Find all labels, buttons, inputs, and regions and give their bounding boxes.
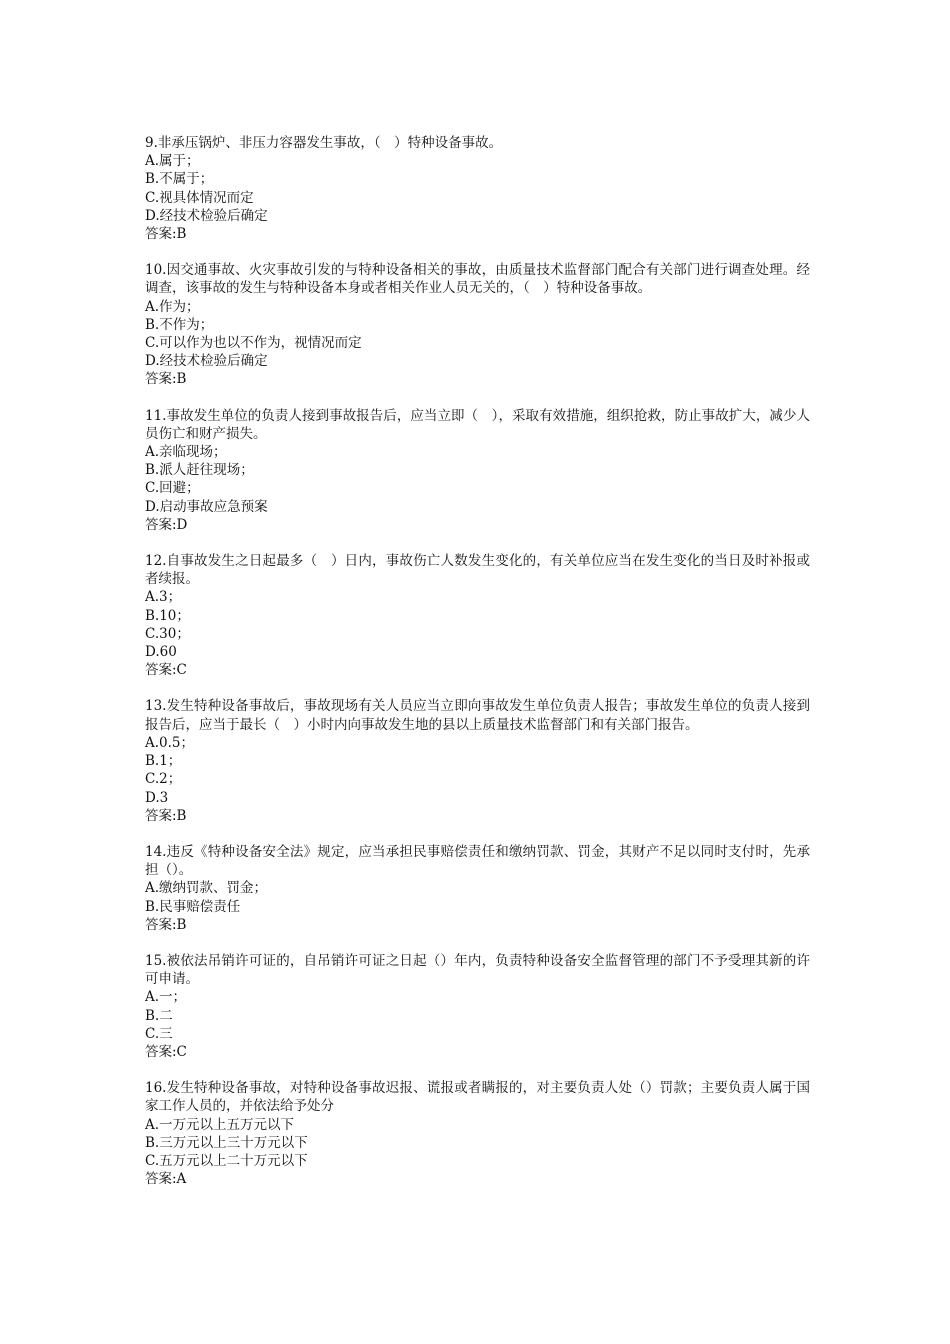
option-a: A.一； <box>145 989 187 1006</box>
option-c: C.回避； <box>145 480 200 497</box>
option-b: B.1； <box>145 753 182 770</box>
question-stem: 11.事故发生单位的负责人接到事故报告后，应当立即（ ），采取有效措施，组织抢救，防止事故扩大，减少人员伤亡和财产损失。 <box>145 407 810 442</box>
answer: 答案:C <box>145 662 187 679</box>
question-10 <box>145 261 810 388</box>
option-c: C.三 <box>145 1025 173 1042</box>
option-b: B.派人赶往现场； <box>145 462 254 479</box>
option-c: C.视具体情况而定 <box>145 189 254 206</box>
option-d: D.启动事故应急预案 <box>145 498 268 515</box>
option-a: A.亲临现场； <box>145 444 227 461</box>
option-c: C.可以作为也以不作为，视情况而定 <box>145 335 362 352</box>
option-d: D.60 <box>145 644 177 661</box>
question-stem: 10.因交通事故、火灾事故引发的与特种设备相关的事故，由质量技术监督部门配合有关部门进行调查处理。经调查，该事故的发生与特种设备本身或者相关作业人员无关的，（ ）特种设备事故。 <box>145 262 810 297</box>
question-14 <box>145 843 810 934</box>
question-12 <box>145 552 810 679</box>
answer: 答案:B <box>145 226 187 243</box>
option-a: A.3； <box>145 589 182 606</box>
option-b: B.二 <box>145 1007 173 1024</box>
answer: 答案:C <box>145 1043 187 1060</box>
option-b: B.民事赔偿责任 <box>145 898 241 915</box>
option-c: C.2； <box>145 771 182 788</box>
question-list <box>145 134 810 1206</box>
question-stem: 15.被依法吊销许可证的，自吊销许可证之日起（）年内，负责特种设备安全监督管理的部门不予受理其新的许可申请。 <box>145 952 810 988</box>
option-d: D.经技术检验后确定 <box>145 353 268 370</box>
option-d: D.3 <box>145 789 169 806</box>
answer: 答案:B <box>145 807 187 824</box>
question-stem: 14.违反《特种设备安全法》规定，应当承担民事赔偿责任和缴纳罚款、罚金，其财产不足以同时支付时，先承担（）。 <box>145 843 810 879</box>
option-a: A.0.5； <box>145 734 195 751</box>
question-9 <box>145 134 810 243</box>
option-b: B.10； <box>145 607 190 624</box>
question-stem: 12.自事故发生之日起最多（ ）日内，事故伤亡人数发生变化的，有关单位应当在发生变化的当日及时补报或者续报。 <box>145 553 810 588</box>
answer: 答案:B <box>145 371 187 388</box>
option-b: B.不作为； <box>145 316 214 333</box>
answer: 答案:A <box>145 1171 187 1188</box>
option-d: D.经技术检验后确定 <box>145 207 268 224</box>
option-a: A.一万元以上五万元以下 <box>145 1116 295 1133</box>
option-b: B.三万元以上三十万元以下 <box>145 1134 308 1151</box>
question-stem: 13.发生特种设备事故后，事故现场有关人员应当立即向事故发生单位负责人报告；事故发生单位的负责人接到报告后，应当于最长（ ）小时内向事故发生地的县以上质量技术监督部门和有关部门报告。 <box>145 698 810 733</box>
answer: 答案:B <box>145 916 187 933</box>
question-16 <box>145 1079 810 1188</box>
question-stem: 16.发生特种设备事故，对特种设备事故迟报、谎报或者瞒报的，对主要负责人处（）罚款；主要负责人属于国家工作人员的，并依法给予处分 <box>145 1080 810 1115</box>
option-a: A.属于； <box>145 153 200 170</box>
question-11 <box>145 407 810 534</box>
question-13 <box>145 697 810 824</box>
answer: 答案:D <box>145 516 188 533</box>
question-stem: 9.非承压锅炉、非压力容器发生事故，（ ）特种设备事故。 <box>145 135 503 151</box>
option-c: C.五万元以上二十万元以下 <box>145 1152 308 1169</box>
option-b: B.不属于； <box>145 171 214 188</box>
option-a: A.缴纳罚款、罚金； <box>145 880 268 897</box>
question-15 <box>145 952 810 1061</box>
option-a: A.作为； <box>145 298 200 315</box>
option-c: C.30； <box>145 625 190 642</box>
